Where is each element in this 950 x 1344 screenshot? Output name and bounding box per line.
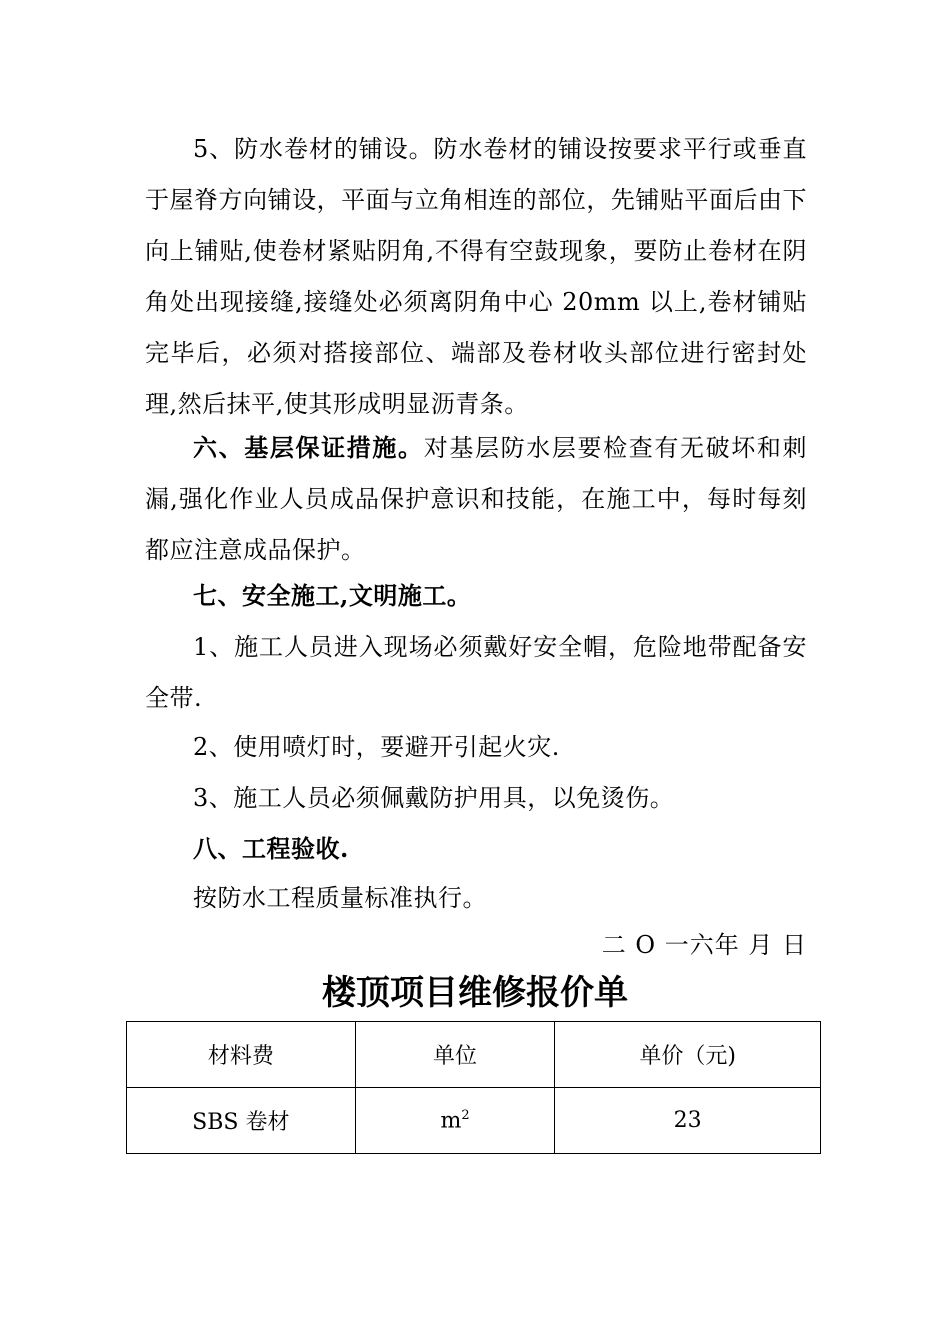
table-header-row <box>127 1022 821 1088</box>
cell-material: SBS 卷材 <box>127 1088 356 1154</box>
section8-heading: 八、工程验收. <box>193 834 349 863</box>
header-material: 材料费 <box>127 1022 356 1088</box>
paragraph-step5: 5、防水卷材的铺设。防水卷材的铺设按要求平行或垂直于屋脊方向铺设，平面与立角相连的部位，先铺贴平面后由下向上铺贴,使卷材紧贴阴角,不得有空鼓现象，要防止卷材在阴角处出现接缝,接缝处必须离阴角中心 20mm 以上,卷材铺贴完毕后，必须对搭接部位、端部及卷材收头部位进行密封处理,然后抹平,使其形成明显沥青条。 <box>145 135 807 418</box>
section7-heading: 七、安全施工,文明施工。 <box>193 581 472 610</box>
section6-heading: 六、基层保证措施。 <box>193 433 424 462</box>
cell-price: 23 <box>555 1088 821 1154</box>
section7-item-1: 1、施工人员进入现场必须戴好安全帽，危险地带配备安全带. <box>145 633 807 712</box>
quote-table <box>126 1021 821 1154</box>
section8-body: 按防水工程质量标准执行。 <box>193 884 487 912</box>
quote-title: 楼顶项目维修报价单 <box>322 973 628 1013</box>
section7-item-2: 2、使用喷灯时，要避开引起火灾. <box>193 733 560 761</box>
unit-superscript: 2 <box>461 1107 470 1123</box>
section7-item-3: 3、施工人员必须佩戴防护用具，以免烫伤。 <box>193 784 675 812</box>
document-date: 二 O 一六年 月 日 <box>601 931 807 959</box>
paragraph-section6 <box>145 422 807 576</box>
header-unit: 单位 <box>355 1022 555 1088</box>
cell-unit <box>355 1088 555 1154</box>
section6-body: 对基层防水层要检查有无破坏和刺漏,强化作业人员成品保护意识和技能，在施工中，每时每刻都应注意成品保护。 <box>145 434 808 564</box>
unit-base: m <box>440 1108 462 1134</box>
header-price: 单价（元) <box>555 1022 821 1088</box>
table-row <box>127 1088 821 1154</box>
